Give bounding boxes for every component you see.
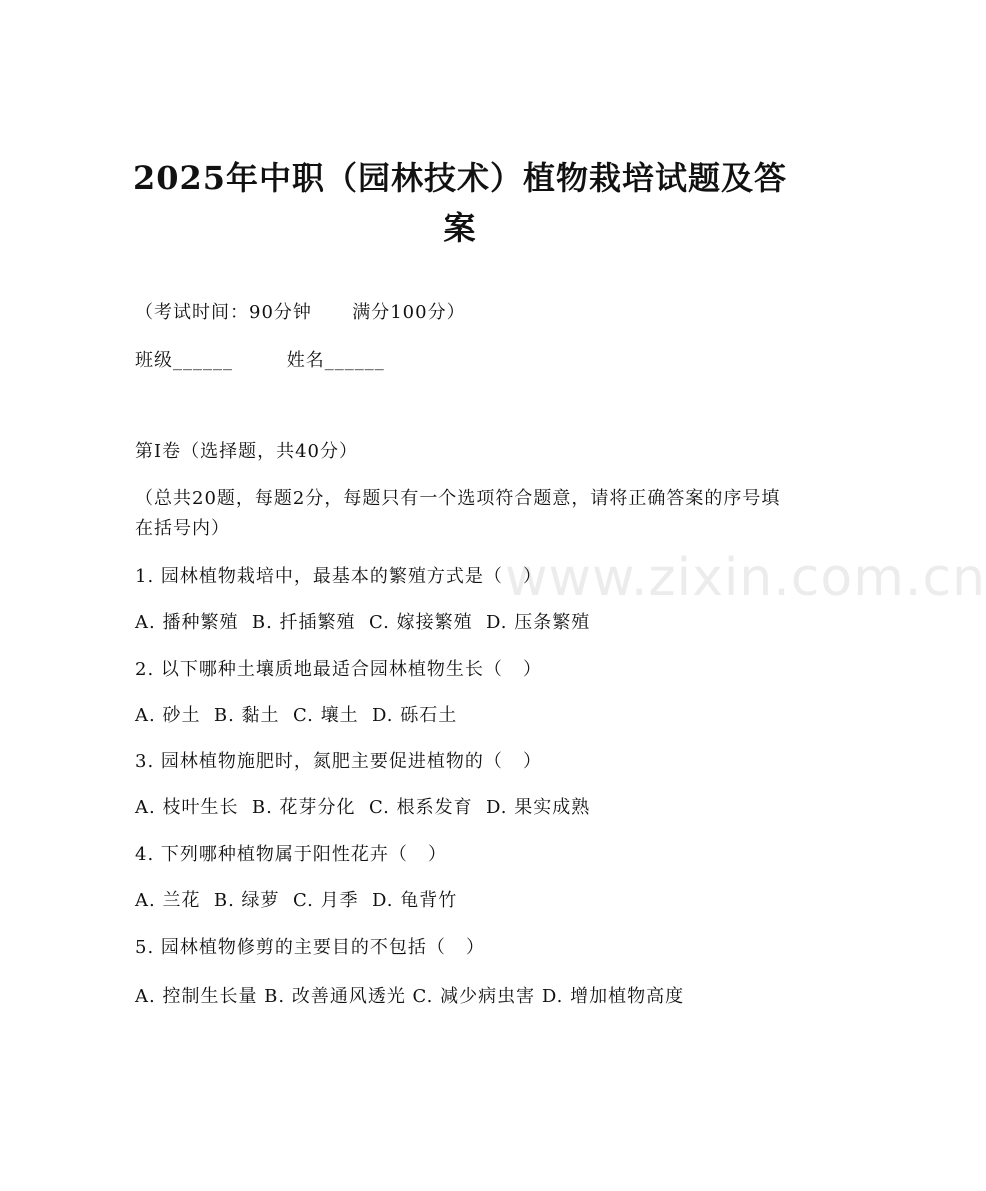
question-options: A. 砂土 B. 黏土 C. 壤土 D. 砾石土 [135, 705, 458, 726]
document-title: 2025年中职（园林技术）植物栽培试题及答案 [132, 159, 788, 247]
question-stem: 1. 园林植物栽培中，最基本的繁殖方式是（ ） [135, 566, 543, 587]
question-stem: 4. 下列哪种植物属于阳性花卉（ ） [135, 844, 448, 865]
question-stem: 2. 以下哪种土壤质地最适合园林植物生长（ ） [135, 659, 543, 680]
watermark-text: www.zixin.com.cn [505, 548, 986, 608]
section-heading: 第I卷（选择题，共40分） [135, 441, 359, 462]
question-options: A. 枝叶生长 B. 花芽分化 C. 根系发育 D. 果实成熟 [135, 797, 591, 818]
question-stem: 5. 园林植物修剪的主要目的不包括（ ） [135, 937, 486, 958]
question-options: A. 播种繁殖 B. 扦插繁殖 C. 嫁接繁殖 D. 压条繁殖 [135, 612, 591, 633]
exam-info: （考试时间：90分钟 满分100分） [135, 302, 466, 323]
class-name-line: 班级______ 姓名______ [135, 350, 385, 371]
question-options: A. 控制生长量 B. 改善通风透光 C. 减少病虫害 D. 增加植物高度 [135, 986, 685, 1007]
question-stem: 3. 园林植物施肥时，氮肥主要促进植物的（ ） [135, 751, 543, 772]
question-options: A. 兰花 B. 绿萝 C. 月季 D. 龟背竹 [135, 890, 458, 911]
instructions: （总共20题，每题2分，每题只有一个选项符合题意，请将正确答案的序号填在括号内） [135, 488, 781, 539]
